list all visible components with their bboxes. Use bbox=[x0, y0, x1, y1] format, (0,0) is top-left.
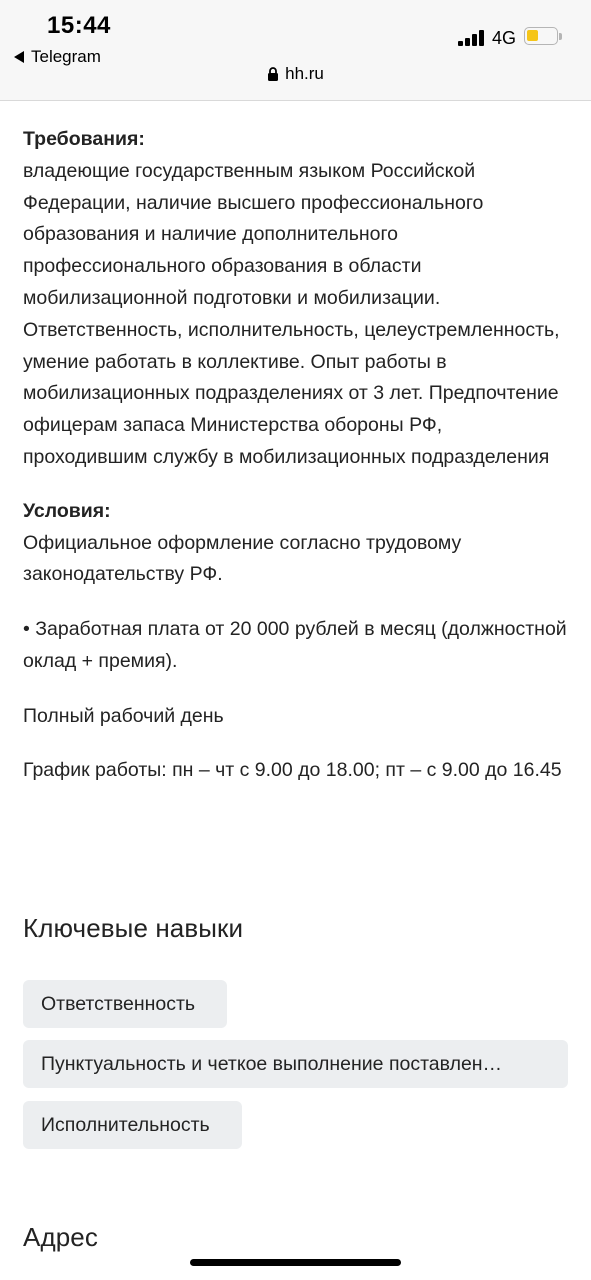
battery-level-fill bbox=[527, 30, 538, 41]
key-skills-title: Ключевые навыки bbox=[23, 913, 244, 943]
battery-icon bbox=[524, 27, 558, 45]
requirements-heading: Требования: bbox=[23, 128, 145, 150]
workday-text: Полный рабочий день bbox=[23, 704, 224, 727]
vacancy-description bbox=[23, 124, 571, 786]
skill-tag[interactable]: Пунктуальность и четкое выполнение поставлен… bbox=[23, 1040, 568, 1088]
requirements-text: владеющие государственным языком Российской Федерации, наличие высшего профессионального образования и наличие дополнительного профессионального образования в области мобилизационной подготовки и мобилизации. Ответственность, исполнительность, целеустремленность, умение работать в коллективе. Опыт работы в мобилизационных подразделениях от 3 лет. Предпочтение офицерам запаса Министерства обороны РФ, проходившим службу в мобилизационных подразделения bbox=[23, 159, 560, 468]
skill-tag[interactable]: Ответственность bbox=[23, 980, 227, 1028]
home-indicator[interactable] bbox=[190, 1259, 401, 1266]
battery-cap bbox=[559, 33, 562, 40]
url-text: hh.ru bbox=[285, 64, 324, 83]
status-time: 15:44 bbox=[47, 12, 111, 39]
conditions-text: Официальное оформление согласно трудовому законодательству РФ. bbox=[23, 531, 462, 586]
browser-top-bar bbox=[0, 0, 591, 101]
back-arrow-icon bbox=[14, 51, 24, 63]
schedule-text: График работы: пн – чт с 9.00 до 18.00; пт – с 9.00 до 16.45 bbox=[23, 758, 562, 781]
url-bar[interactable] bbox=[0, 64, 591, 84]
conditions-heading: Условия: bbox=[23, 499, 111, 522]
skill-tag[interactable]: Исполнительность bbox=[23, 1101, 242, 1149]
salary-text: • Заработная плата от 20 000 рублей в месяц (должностной оклад + премия). bbox=[23, 618, 567, 672]
lock-icon bbox=[267, 67, 279, 81]
network-type: 4G bbox=[492, 28, 517, 48]
address-title: Адрес bbox=[23, 1222, 98, 1252]
back-app-label: Telegram bbox=[31, 47, 101, 66]
signal-strength-icon bbox=[458, 30, 486, 46]
